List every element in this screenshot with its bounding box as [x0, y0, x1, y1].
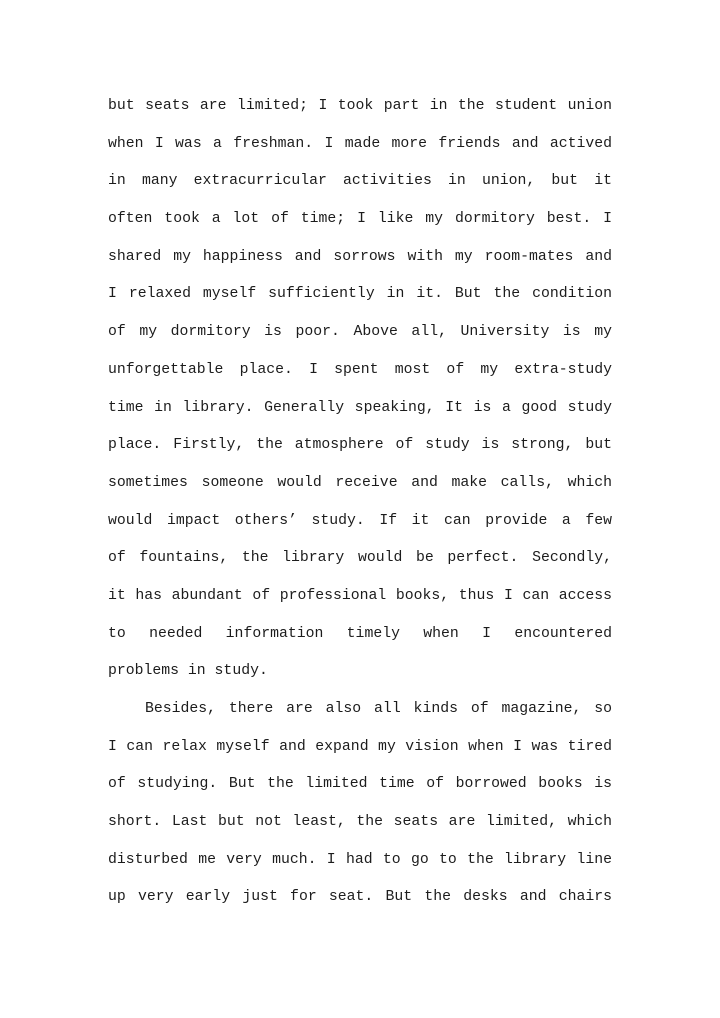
text-line: in many extracurricular activities in union, but it	[108, 173, 612, 190]
text-line: of studying. But the limited time of borrowed books is	[108, 776, 612, 793]
text-line: but seats are limited; I took part in the student union	[108, 98, 612, 114]
text-line: time in library. Generally speaking, It is a good study	[108, 399, 612, 416]
text-line: to needed information timely when I encountered	[108, 625, 612, 642]
text-line: place. Firstly, the atmosphere of study is strong, but	[108, 437, 612, 454]
text-line: sometimes someone would receive and make calls, which	[108, 474, 612, 491]
text-line: I relaxed myself sufficiently in it. But the condition	[108, 286, 612, 303]
text-line: when I was a freshman. I made more friends and actived	[108, 135, 612, 152]
text-line: short. Last but not least, the seats are limited, which	[108, 814, 612, 831]
text-body	[108, 88, 612, 917]
text-line: would impact others’ study. If it can provide a few	[108, 512, 612, 529]
text-line: shared my happiness and sorrows with my room-mates and	[108, 248, 612, 265]
text-line: of fountains, the library would be perfect. Secondly,	[108, 550, 612, 567]
text-line: often took a lot of time; I like my dormitory best. I	[108, 211, 612, 228]
text-line: disturbed me very much. I had to go to the library line	[108, 851, 612, 868]
text-line: unforgettable place. I spent most of my extra-study	[108, 361, 612, 378]
text-line: it has abundant of professional books, thus I can access	[108, 587, 612, 604]
text-line: I can relax myself and expand my vision when I was tired	[108, 738, 612, 755]
text-line: Besides, there are also all kinds of magazine, so	[145, 701, 612, 717]
text-line: of my dormitory is poor. Above all, University is my	[108, 324, 612, 341]
text-line: up very early just for seat. But the desks and chairs	[108, 889, 612, 906]
text-line: problems in study.	[108, 663, 268, 680]
